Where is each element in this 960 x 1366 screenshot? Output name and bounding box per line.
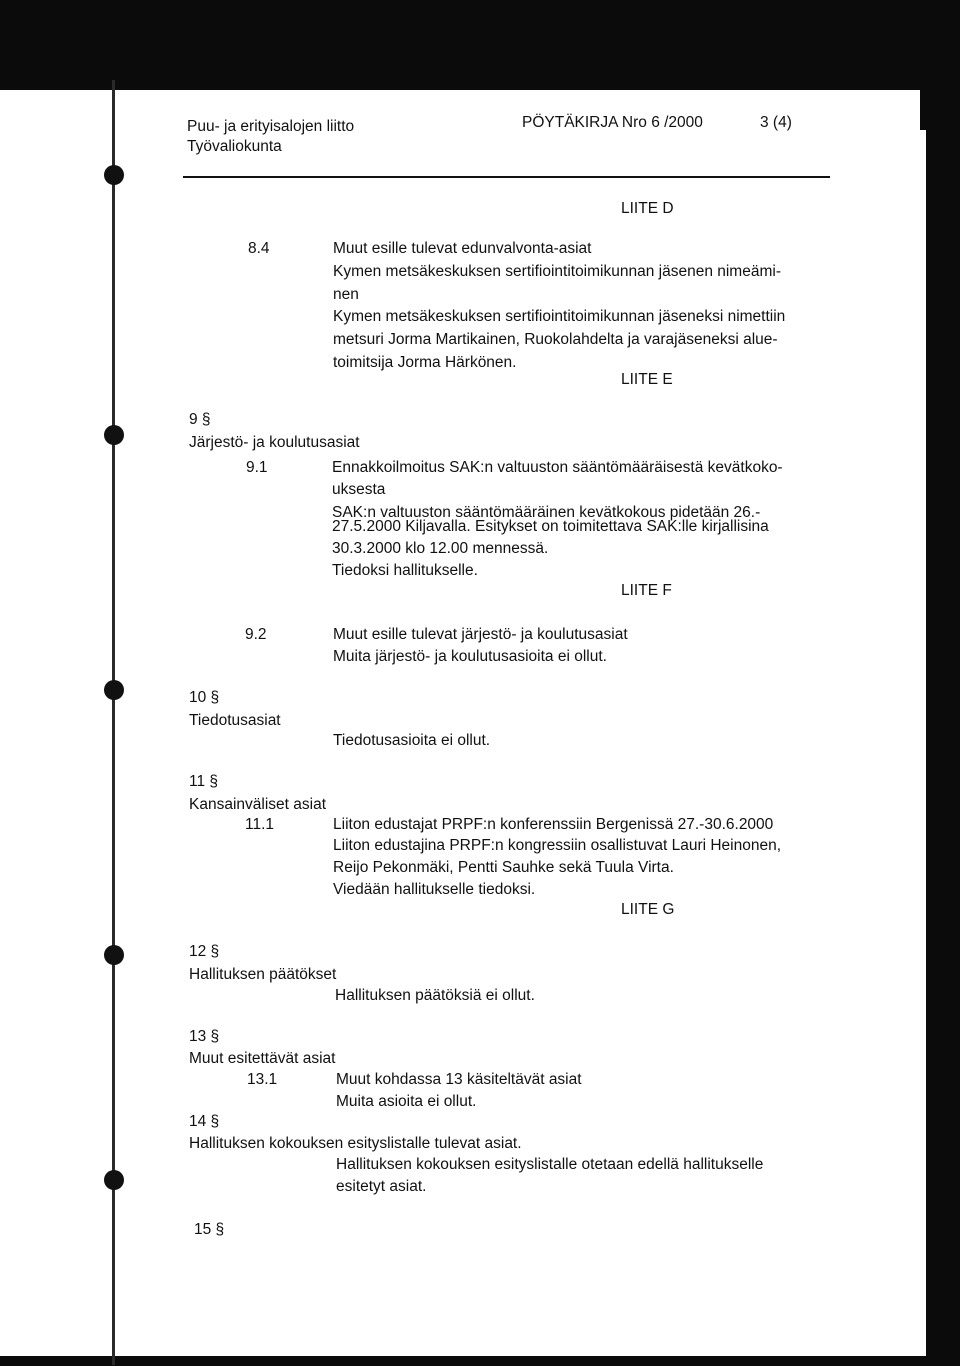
section-11-title: Kansainväliset asiat — [189, 796, 326, 813]
page-number: 3 (4) — [760, 114, 792, 131]
section-8-4-line: nen — [333, 286, 359, 303]
section-10-text: Tiedotusasioita ei ollut. — [333, 732, 491, 749]
header-rule — [183, 176, 830, 178]
attachment-d: LIITE D — [621, 200, 674, 217]
section-10-number: 10 § — [189, 689, 220, 706]
document-title: PÖYTÄKIRJA Nro 6 /2000 — [522, 114, 703, 131]
org-name: Puu- ja erityisalojen liitto — [187, 118, 355, 135]
section-9-title: Järjestö- ja koulutusasiat — [189, 434, 360, 451]
section-9-1-line: 27.5.2000 Kiljavalla. Esitykset on toimitettava SAK:lle kirjallisina — [332, 518, 769, 535]
section-9-2-line: Muut esille tulevat järjestö- ja koulutusasiat — [333, 626, 628, 643]
section-8-4-line: Kymen metsäkeskuksen sertifiointitoimikunnan jäsenen nimeämi- — [333, 263, 781, 280]
section-9-1-line: Ennakkoilmoitus SAK:n valtuuston sääntömääräisestä kevätkoko- — [332, 459, 783, 476]
section-9-2-number: 9.2 — [245, 626, 267, 643]
section-12-number: 12 § — [189, 943, 220, 960]
section-14-number: 14 § — [189, 1113, 220, 1130]
section-12-title: Hallituksen päätökset — [189, 966, 337, 983]
attachment-f: LIITE F — [621, 582, 672, 599]
section-9-1-number: 9.1 — [246, 459, 268, 476]
section-11-1-line: Liiton edustajina PRPF:n kongressiin osallistuvat Lauri Heinonen, — [333, 837, 782, 854]
section-12-text: Hallituksen päätöksiä ei ollut. — [335, 987, 535, 1004]
section-9-1-line: uksesta — [332, 481, 386, 498]
section-11-number: 11 § — [189, 773, 219, 790]
section-9-1-line: Tiedoksi hallitukselle. — [332, 562, 478, 579]
section-8-4-title: Muut esille tulevat edunvalvonta-asiat — [333, 240, 592, 257]
section-9-1-line: 30.3.2000 klo 12.00 mennessä. — [332, 540, 549, 557]
section-14-title: Hallituksen kokouksen esityslistalle tulevat asiat. — [189, 1135, 522, 1152]
committee-name: Työvaliokunta — [187, 138, 282, 155]
section-8-4-line: metsuri Jorma Martikainen, Ruokolahdelta ja varajäseneksi alue- — [333, 331, 778, 348]
section-11-1-line: Liiton edustajat PRPF:n konferenssiin Bergenissä 27.-30.6.2000 — [333, 816, 774, 833]
section-13-title: Muut esitettävät asiat — [189, 1050, 336, 1067]
section-9-1-line: SAK:n valtuuston sääntömääräinen kevätkokous pidetään 26.- — [332, 504, 761, 521]
section-15-number: 15 § — [194, 1221, 225, 1238]
section-14-line: Hallituksen kokouksen esityslistalle otetaan edellä hallitukselle — [336, 1156, 764, 1173]
section-8-4-line: toimitsija Jorma Härkönen. — [333, 354, 517, 371]
section-9-2-line: Muita järjestö- ja koulutusasioita ei ollut. — [333, 648, 607, 665]
section-10-title: Tiedotusasiat — [189, 712, 281, 729]
section-13-1-line: Muut kohdassa 13 käsiteltävät asiat — [336, 1071, 582, 1088]
section-11-1-number: 11.1 — [245, 816, 275, 833]
section-13-number: 13 § — [189, 1028, 220, 1045]
section-11-1-line: Reijo Pekonmäki, Pentti Sauhke sekä Tuula Virta. — [333, 859, 674, 876]
section-9-number: 9 § — [189, 411, 211, 428]
section-13-1-number: 13.1 — [247, 1071, 278, 1088]
section-14-line: esitetyt asiat. — [336, 1178, 427, 1195]
attachment-g: LIITE G — [621, 901, 675, 918]
section-11-1-line: Viedään hallitukselle tiedoksi. — [333, 881, 536, 898]
attachment-e: LIITE E — [621, 371, 673, 388]
section-8-4-number: 8.4 — [248, 240, 270, 257]
section-13-1-line: Muita asioita ei ollut. — [336, 1093, 477, 1110]
section-8-4-line: Kymen metsäkeskuksen sertifiointitoimikunnan jäseneksi nimettiin — [333, 308, 786, 325]
